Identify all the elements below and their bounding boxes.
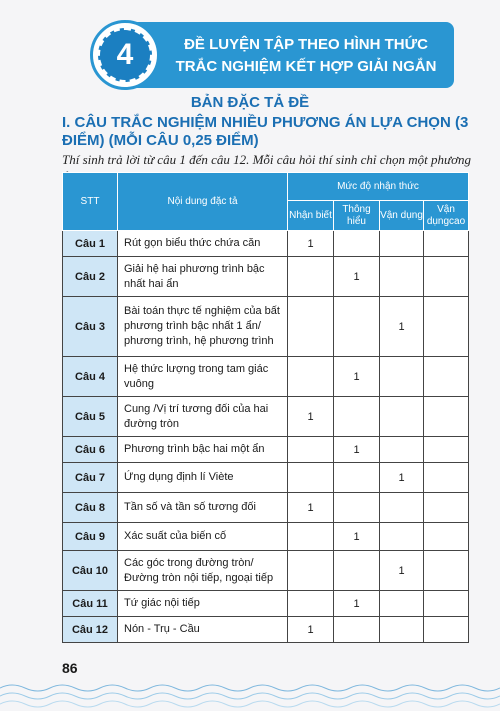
thong-hieu-cell	[334, 551, 380, 591]
van-dung-cao-cell	[424, 523, 469, 551]
thong-hieu-cell	[334, 463, 380, 493]
content-cell: Xác suất của biến cố	[118, 523, 288, 551]
van-dung-cao-cell	[424, 297, 469, 357]
spec-title: BẢN ĐẶC TẢ ĐỀ	[190, 94, 310, 111]
banner-title-line1: ĐỀ LUYỆN TẬP THEO HÌNH THỨC	[184, 36, 428, 53]
stt-cell: Câu 12	[63, 617, 118, 643]
van-dung-cell: 1	[380, 463, 424, 493]
stt-cell: Câu 4	[63, 357, 118, 397]
content-cell: Bài toán thực tế nghiệm của bất phương trình bậc nhất 1 ẩn/ phương trình, hệ phương trình	[118, 297, 288, 357]
table-row	[63, 257, 469, 297]
stt-cell: Câu 9	[63, 523, 118, 551]
spec-table	[62, 172, 469, 643]
thong-hieu-cell	[334, 397, 380, 437]
thong-hieu-cell: 1	[334, 357, 380, 397]
van-dung-cell	[380, 617, 424, 643]
table-row	[63, 463, 469, 493]
content-cell: Các góc trong đường tròn/ Đường tròn nội tiếp, ngoại tiếp	[118, 551, 288, 591]
header-level: Mức độ nhận thức	[288, 173, 469, 201]
badge-number: 4	[116, 38, 134, 71]
content-cell: Phương trình bậc hai một ẩn	[118, 437, 288, 463]
thong-hieu-cell	[334, 493, 380, 523]
table-row	[63, 591, 469, 617]
van-dung-cell: 1	[380, 551, 424, 591]
van-dung-cell	[380, 231, 424, 257]
spec-table-body	[63, 231, 469, 643]
table-row	[63, 551, 469, 591]
content-cell: Tứ giác nội tiếp	[118, 591, 288, 617]
nhan-biet-cell	[288, 297, 334, 357]
thong-hieu-cell: 1	[334, 523, 380, 551]
thong-hieu-cell: 1	[334, 591, 380, 617]
stt-cell: Câu 1	[63, 231, 118, 257]
van-dung-cao-cell	[424, 551, 469, 591]
van-dung-cell: 1	[380, 297, 424, 357]
stt-cell: Câu 7	[63, 463, 118, 493]
nhan-biet-cell	[288, 591, 334, 617]
van-dung-cao-cell	[424, 257, 469, 297]
thong-hieu-cell	[334, 231, 380, 257]
table-row	[63, 397, 469, 437]
stt-cell: Câu 2	[63, 257, 118, 297]
header-thong-hieu: Thông hiểu	[334, 201, 380, 231]
instruction-text: Thí sinh trả lời từ câu 1 đến câu 12. Mỗi câu hỏi thí sinh chỉ chọn một phương	[62, 152, 472, 167]
header-content: Nội dung đặc tả	[118, 173, 288, 231]
van-dung-cao-cell	[424, 437, 469, 463]
van-dung-cell	[380, 397, 424, 437]
thong-hieu-cell	[334, 297, 380, 357]
stt-cell: Câu 8	[63, 493, 118, 523]
header-nhan-biet: Nhận biết	[288, 201, 334, 231]
van-dung-cao-cell	[424, 231, 469, 257]
footer-wave-decoration	[0, 682, 500, 711]
content-cell: Rút gọn biểu thức chứa căn	[118, 231, 288, 257]
van-dung-cell	[380, 257, 424, 297]
exam-number-badge	[98, 28, 152, 82]
nhan-biet-cell: 1	[288, 397, 334, 437]
nhan-biet-cell	[288, 523, 334, 551]
van-dung-cell	[380, 357, 424, 397]
van-dung-cao-cell	[424, 617, 469, 643]
nhan-biet-cell	[288, 437, 334, 463]
content-cell: Tần số và tần số tương đối	[118, 493, 288, 523]
van-dung-cao-cell	[424, 463, 469, 493]
nhan-biet-cell: 1	[288, 617, 334, 643]
thong-hieu-cell: 1	[334, 437, 380, 463]
van-dung-cell	[380, 591, 424, 617]
content-cell: Giải hệ hai phương trình bậc nhất hai ẩn	[118, 257, 288, 297]
table-row	[63, 617, 469, 643]
van-dung-cell	[380, 437, 424, 463]
header-stt: STT	[63, 173, 118, 231]
stt-cell: Câu 11	[63, 591, 118, 617]
van-dung-cao-cell	[424, 397, 469, 437]
content-cell: Hệ thức lượng trong tam giác vuông	[118, 357, 288, 397]
stt-cell: Câu 10	[63, 551, 118, 591]
table-row	[63, 231, 469, 257]
table-row	[63, 523, 469, 551]
nhan-biet-cell	[288, 551, 334, 591]
nhan-biet-cell: 1	[288, 231, 334, 257]
van-dung-cell	[380, 493, 424, 523]
section-title: I. CÂU TRẮC NGHIỆM NHIỀU PHƯƠNG ÁN LỰA CHỌN (3 ĐIỂM) (MỖI CÂU 0,25 ĐIỂM)	[62, 114, 469, 149]
stt-cell: Câu 3	[63, 297, 118, 357]
nhan-biet-cell	[288, 257, 334, 297]
nhan-biet-cell: 1	[288, 493, 334, 523]
nhan-biet-cell	[288, 463, 334, 493]
table-row	[63, 493, 469, 523]
thong-hieu-cell: 1	[334, 257, 380, 297]
header-van-dung: Vận dụng	[380, 201, 424, 231]
banner-title	[166, 34, 446, 78]
banner-title-line2: TRẮC NGHIỆM KẾT HỢP GIẢI NGẮN	[175, 58, 437, 75]
table-row	[63, 437, 469, 463]
table-row	[63, 297, 469, 357]
thong-hieu-cell	[334, 617, 380, 643]
content-cell: Nón - Trụ - Cầu	[118, 617, 288, 643]
stt-cell: Câu 6	[63, 437, 118, 463]
van-dung-cell	[380, 523, 424, 551]
table-row	[63, 357, 469, 397]
van-dung-cao-cell	[424, 591, 469, 617]
content-cell: Ứng dụng định lí Viète	[118, 463, 288, 493]
page-number: 86	[62, 660, 78, 676]
stt-cell: Câu 5	[63, 397, 118, 437]
van-dung-cao-cell	[424, 357, 469, 397]
content-cell: Cung /Vị trí tương đối của hai đường tròn	[118, 397, 288, 437]
van-dung-cao-cell	[424, 493, 469, 523]
header-van-dung-cao: Vận dụngcao	[424, 201, 469, 231]
nhan-biet-cell	[288, 357, 334, 397]
